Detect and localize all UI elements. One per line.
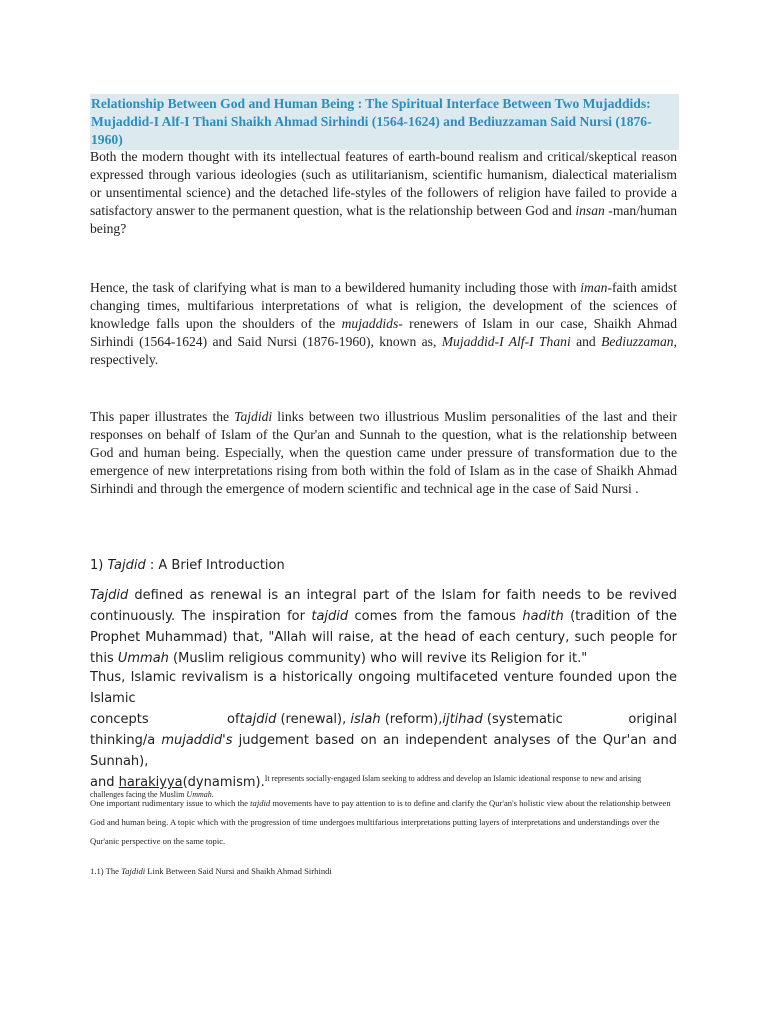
italic-term: Ummah <box>117 651 169 666</box>
italic-term: tajdid <box>311 609 349 624</box>
text-run: 1.1) The <box>90 866 122 876</box>
text-run: Link Between Said Nursi and Shaikh Ahmad Sirhindi <box>145 866 332 876</box>
text-line <box>90 730 677 772</box>
text-run: defined as renewal is an integral part of the Islam for faith needs to be revived continuously. The inspiration for <box>90 588 677 624</box>
text-run: : A Brief Introduction <box>145 558 285 573</box>
text-run: Hence, the task of clarifying what is man to a bewildered humanity including those with <box>90 280 581 295</box>
paragraph-tajdid-definition <box>90 585 677 669</box>
document-title: Relationship Between God and Human Being : The Spiritual Interface Between Two Mujaddids: Mujaddid-I Alf-I Thani Shaikh Ahmad Sirhindi (1564-1624) and Bediuzzaman Said Nursi (1876-1960) <box>90 94 679 150</box>
paragraph-task <box>90 279 677 369</box>
italic-term: mujaddids <box>341 316 399 331</box>
italic-term: iman <box>580 280 608 295</box>
text-run: -faith amidst changing times, multifarious interpretations of what is religion, the development of the sciences of knowledge falls upon the shoulders of the <box>90 280 677 331</box>
italic-term: tajdid <box>250 798 271 808</box>
text-run: original <box>628 712 677 727</box>
underlined-term: harakiyya <box>118 775 183 790</box>
italic-term: Mujaddid-I Alf-I Thani <box>441 334 571 349</box>
footnote-text: It represents socially-engaged Islam seeking to address and develop an Islamic ideational response to new and arising <box>264 774 642 783</box>
text-run <box>227 709 563 730</box>
text-run: judgement based on an independent analyses of the Qur'an and Sunnah), <box>90 733 677 769</box>
text-run: (systematic <box>482 712 563 727</box>
paragraph-paper-illustrates <box>90 408 677 498</box>
text-run: links between two illustrious Muslim personalities of the last and their responses on behalf of Islam of the Qur'an and Sunnah to the question, what is the relationship between God and human being. Especially, when the question came under pressure of transformation due to the emergence of new interpretations rising from both within the fold of Islam as in the case of Shaikh Ahmad Sirhindi and through the emergence of modern scientific and technical age in the case of Said Nursi . <box>90 409 678 496</box>
text-run: thinking/a <box>90 733 162 748</box>
text-run: (renewal), <box>276 712 351 727</box>
text-run: movements have to pay attention to is to define and clarify the Qur'an's holistic view about the relationship between God and human being. A topic which with the progression of time undergoes multifarious interpretations putting layers of interpretations and understandings over the Qur'anic perspective on the same topic. <box>90 798 671 846</box>
text-line <box>90 709 677 730</box>
text-run: , respectively. <box>90 334 677 367</box>
text-run: . <box>211 790 214 799</box>
text-run: and <box>570 334 602 349</box>
italic-term: Tajdidi <box>234 409 273 424</box>
italic-term: Tajdid <box>90 588 129 603</box>
text-run: (Muslim religious community) who will revive its Religion for it." <box>168 651 588 666</box>
italic-term: Tajdid <box>107 558 146 573</box>
italic-term: mujaddid's <box>161 733 233 748</box>
italic-term: islah <box>350 712 381 727</box>
italic-term: ijtihad <box>442 712 483 727</box>
text-run: and <box>90 775 119 790</box>
italic-term: Ummah <box>186 790 212 799</box>
text-run: -man/human being? <box>90 203 678 236</box>
text-run: One important rudimentary issue to which the <box>90 798 251 808</box>
text-line <box>90 667 677 709</box>
text-run: Thus, Islamic revivalism is a historically ongoing multifaceted venture founded upon the Islamic <box>90 670 677 706</box>
text-run: Both the modern thought with its intellectual features of earth-bound realism and critical/skeptical reason expressed through various ideologies (such as utilitarianism, scientific humanism, dialectical materialism or unsentimental science) and the detached life-styles of the followers of religion have failed to provide a satisfactory answer to the permanent question, what is the relationship between God and <box>90 149 677 218</box>
text-run: of <box>227 712 240 727</box>
italic-term: insan <box>575 203 605 218</box>
text-run: comes from the famous <box>348 609 523 624</box>
text-run: 1) <box>90 558 108 573</box>
text-run: (dynamism). <box>182 775 265 790</box>
italic-term: hadith <box>522 609 564 624</box>
paragraph-revivalism <box>90 667 677 801</box>
text-run: - renewers of Islam in our case, Shaikh Ahmad Sirhindi (1564-1624) and Said Nursi (1876-1960), known as, <box>90 316 678 349</box>
text-run: challenges facing the Muslim <box>90 790 187 799</box>
text-run: (tradition of the Prophet Muhammad) that, "Allah will raise, at the head of each century, such people for this <box>90 609 677 666</box>
italic-term: Tajdidi <box>121 866 146 876</box>
paragraph-rudimentary-issue <box>90 794 677 851</box>
italic-term: Bediuzzaman <box>601 334 674 349</box>
text-run: This paper illustrates the <box>90 409 235 424</box>
paragraph-intro <box>90 148 677 238</box>
text-run: concepts <box>90 712 149 727</box>
italic-term: tajdid <box>239 712 277 727</box>
text-run: (reform), <box>380 712 443 727</box>
section-heading-1 <box>90 555 677 576</box>
section-heading-1-1 <box>90 862 677 881</box>
